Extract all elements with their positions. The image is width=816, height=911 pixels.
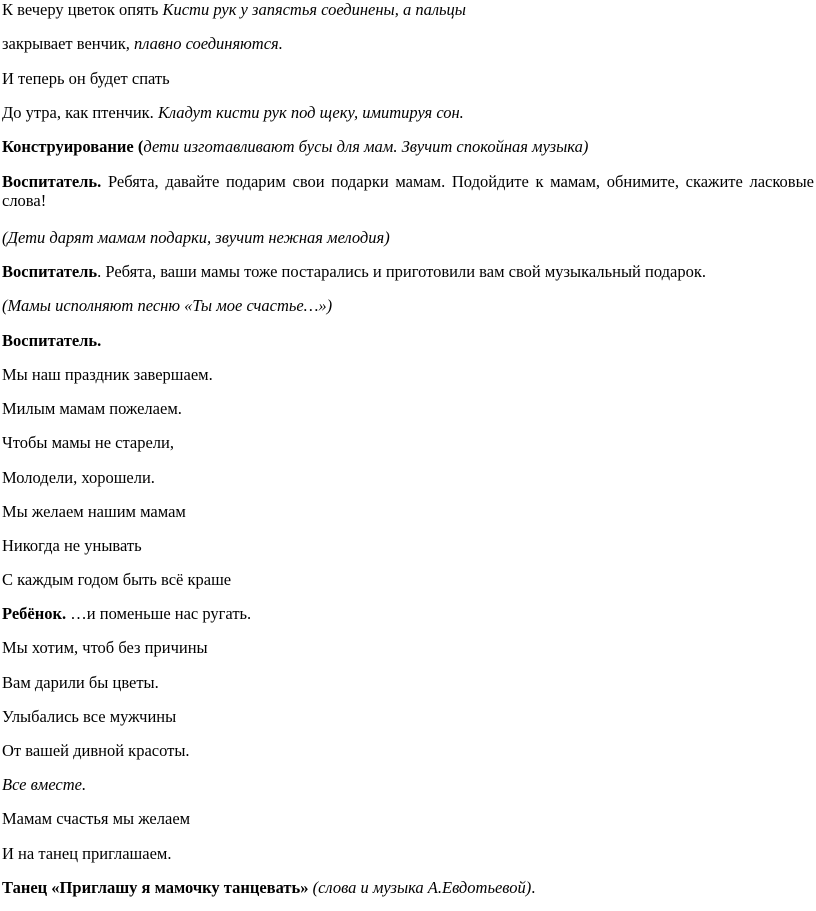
poem-line-7: С каждым годом быть всё краше	[2, 570, 232, 589]
poem-line-9: Вам дарили бы цветы.	[2, 673, 159, 692]
poem-line-1: Мы наш праздник завершаем.	[2, 365, 213, 384]
poem-line-8: Мы хотим, чтоб без причины	[2, 638, 208, 657]
poem-line-3: Чтобы мамы не старели,	[2, 433, 174, 452]
teacher-label: Воспитатель.	[2, 331, 102, 350]
text-line-4: До утра, как птенчик. Кладут кисти рук под щеку, имитируя сон.	[2, 103, 464, 122]
teacher-paragraph-gifts: Воспитатель. Ребята, давайте подарим свои подарки мамам. Подойдите к мамам, обнимите, скажите ласковые слова!	[2, 172, 814, 210]
text-line-3: И теперь он будет спать	[2, 69, 170, 88]
poem-line-6: Никогда не унывать	[2, 536, 142, 555]
stage-direction-song: (Мамы исполняют песню «Ты мое счастье…»)	[2, 296, 333, 315]
stage-direction-gifts: (Дети дарят мамам подарки, звучит нежная мелодия)	[2, 228, 390, 247]
text-line-2: закрывает венчик, плавно соединяются.	[2, 34, 283, 53]
poem-line-2: Милым мамам пожелаем.	[2, 399, 182, 418]
poem-line-11: От вашей дивной красоты.	[2, 741, 190, 760]
poem-line-12: Мамам счастья мы желаем	[2, 809, 191, 828]
all-together-label: Все вместе.	[2, 775, 87, 794]
construction-heading: Конструирование (дети изготавливают бусы для мам. Звучит спокойная музыка)	[2, 137, 589, 156]
poem-line-13: И на танец приглашаем.	[2, 844, 172, 863]
poem-line-5: Мы желаем нашим мамам	[2, 502, 186, 521]
teacher-paragraph-mothers: Воспитатель. Ребята, ваши мамы тоже постарались и приготовили вам свой музыкальный подарок.	[2, 262, 706, 281]
poem-line-10: Улыбались все мужчины	[2, 707, 177, 726]
dance-heading: Танец «Приглашу я мамочку танцевать» (слова и музыка А.Евдотьевой).	[2, 878, 536, 897]
child-line: Ребёнок. …и поменьше нас ругать.	[2, 604, 252, 623]
poem-line-4: Молодели, хорошели.	[2, 468, 155, 487]
text-line-1: К вечеру цветок опять Кисти рук у запястья соединены, а пальцы	[2, 0, 466, 19]
